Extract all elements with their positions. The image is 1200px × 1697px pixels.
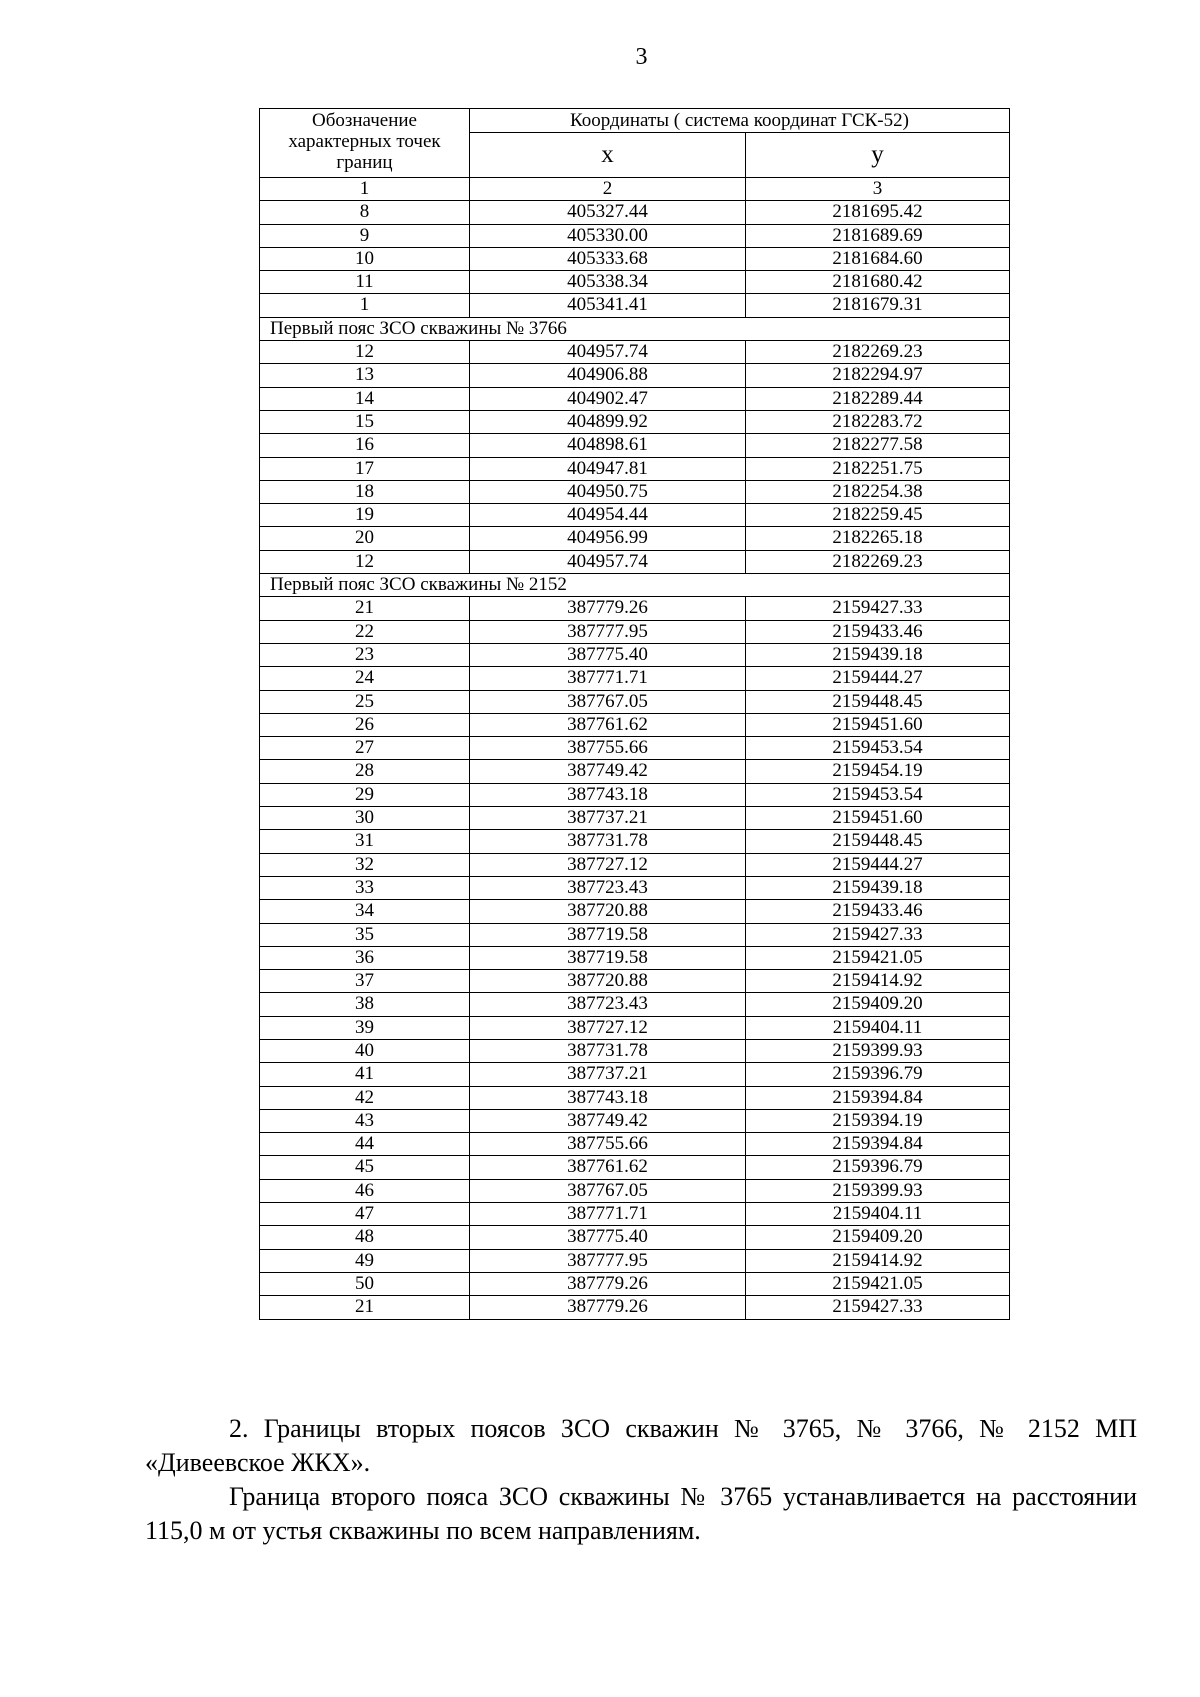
x-coordinate-cell: 404954.44 xyxy=(470,504,746,527)
y-coordinate-cell: 2182269.23 xyxy=(746,341,1010,364)
y-coordinate-cell: 2182269.23 xyxy=(746,550,1010,573)
x-coordinate-cell: 387737.21 xyxy=(470,807,746,830)
point-number-cell: 46 xyxy=(260,1179,470,1202)
x-coordinate-cell: 387779.26 xyxy=(470,1272,746,1295)
x-coordinate-cell: 387755.66 xyxy=(470,737,746,760)
point-number-cell: 33 xyxy=(260,876,470,899)
x-coordinate-cell: 387720.88 xyxy=(470,970,746,993)
x-coordinate-cell: 405327.44 xyxy=(470,201,746,224)
section-row xyxy=(260,574,1010,597)
x-coordinate-cell: 387767.05 xyxy=(470,690,746,713)
point-number-cell: 47 xyxy=(260,1203,470,1226)
coordinates-table xyxy=(259,108,1010,1320)
point-number-cell: 23 xyxy=(260,643,470,666)
x-coordinate-cell: 387737.21 xyxy=(470,1063,746,1086)
table-row xyxy=(260,737,1010,760)
point-number-cell: 41 xyxy=(260,1063,470,1086)
point-number-cell: 27 xyxy=(260,737,470,760)
table-row xyxy=(260,1016,1010,1039)
y-coordinate-cell: 2182294.97 xyxy=(746,364,1010,387)
point-number-cell: 34 xyxy=(260,900,470,923)
table-row xyxy=(260,970,1010,993)
point-number-cell: 29 xyxy=(260,783,470,806)
y-coordinate-cell: 2181695.42 xyxy=(746,201,1010,224)
table-row xyxy=(260,294,1010,317)
point-number-cell: 12 xyxy=(260,550,470,573)
x-coordinate-cell: 387779.26 xyxy=(470,597,746,620)
x-coordinate-cell: 404947.81 xyxy=(470,457,746,480)
table-row xyxy=(260,1226,1010,1249)
point-number-cell: 40 xyxy=(260,1039,470,1062)
x-coordinate-cell: 387775.40 xyxy=(470,1226,746,1249)
table-row xyxy=(260,1156,1010,1179)
x-coordinate-cell: 387749.42 xyxy=(470,760,746,783)
x-coordinate-cell: 387719.58 xyxy=(470,923,746,946)
point-number-cell: 48 xyxy=(260,1226,470,1249)
point-number-cell: 17 xyxy=(260,457,470,480)
x-coordinate-cell: 387775.40 xyxy=(470,643,746,666)
point-number-cell: 8 xyxy=(260,201,470,224)
y-coordinate-cell: 2159394.19 xyxy=(746,1109,1010,1132)
y-coordinate-cell: 2159451.60 xyxy=(746,713,1010,736)
y-coordinate-cell: 2182277.58 xyxy=(746,434,1010,457)
x-coordinate-cell: 404899.92 xyxy=(470,410,746,433)
page-number: 3 xyxy=(635,44,648,70)
point-number-cell: 21 xyxy=(260,1296,470,1319)
y-coordinate-cell: 2159396.79 xyxy=(746,1156,1010,1179)
x-coordinate-cell: 387727.12 xyxy=(470,1016,746,1039)
point-number-cell: 22 xyxy=(260,620,470,643)
table-row xyxy=(260,1133,1010,1156)
y-coordinate-cell: 2159421.05 xyxy=(746,946,1010,969)
point-number-cell: 13 xyxy=(260,364,470,387)
table-row xyxy=(260,1272,1010,1295)
table-row xyxy=(260,946,1010,969)
y-coordinate-cell: 2159427.33 xyxy=(746,597,1010,620)
table-row xyxy=(260,527,1010,550)
y-coordinate-cell: 2182259.45 xyxy=(746,504,1010,527)
x-coordinate-cell: 404898.61 xyxy=(470,434,746,457)
x-coordinate-cell: 387771.71 xyxy=(470,667,746,690)
y-coordinate-cell: 2159399.93 xyxy=(746,1179,1010,1202)
y-coordinate-cell: 2181689.69 xyxy=(746,224,1010,247)
point-number-cell: 25 xyxy=(260,690,470,713)
table-row xyxy=(260,410,1010,433)
table-row xyxy=(260,597,1010,620)
table-row xyxy=(260,760,1010,783)
point-number-cell: 20 xyxy=(260,527,470,550)
x-coordinate-cell: 405338.34 xyxy=(470,271,746,294)
y-coordinate-cell: 2159399.93 xyxy=(746,1039,1010,1062)
point-number-cell: 37 xyxy=(260,970,470,993)
y-coordinate-cell: 2159404.11 xyxy=(746,1016,1010,1039)
table-row xyxy=(260,1203,1010,1226)
table-row xyxy=(260,1249,1010,1272)
y-coordinate-cell: 2159453.54 xyxy=(746,737,1010,760)
point-number-cell: 36 xyxy=(260,946,470,969)
y-coordinate-cell: 2159439.18 xyxy=(746,876,1010,899)
table-row xyxy=(260,1296,1010,1319)
x-coordinate-cell: 387720.88 xyxy=(470,900,746,923)
table-row xyxy=(260,224,1010,247)
x-coordinate-cell: 404957.74 xyxy=(470,550,746,573)
section-title: Первый пояс ЗСО скважины № 2152 xyxy=(260,574,1010,597)
x-coordinate-cell: 404902.47 xyxy=(470,387,746,410)
table-row xyxy=(260,504,1010,527)
y-coordinate-cell: 2182251.75 xyxy=(746,457,1010,480)
x-coordinate-cell: 387723.43 xyxy=(470,993,746,1016)
point-number-cell: 31 xyxy=(260,830,470,853)
y-coordinate-cell: 2159396.79 xyxy=(746,1063,1010,1086)
x-coordinate-cell: 405333.68 xyxy=(470,247,746,270)
table-row xyxy=(260,364,1010,387)
table-row xyxy=(260,457,1010,480)
x-coordinate-cell: 387749.42 xyxy=(470,1109,746,1132)
x-coordinate-cell: 405341.41 xyxy=(470,294,746,317)
y-coordinate-cell: 2182289.44 xyxy=(746,387,1010,410)
x-coordinate-cell: 387767.05 xyxy=(470,1179,746,1202)
designation-header: Обозначение характерных точек границ xyxy=(260,109,470,178)
x-coordinate-cell: 404906.88 xyxy=(470,364,746,387)
table-row xyxy=(260,923,1010,946)
x-coordinate-cell: 387755.66 xyxy=(470,1133,746,1156)
table-header xyxy=(260,109,1010,201)
table-row xyxy=(260,993,1010,1016)
table-row xyxy=(260,830,1010,853)
y-coordinate-cell: 2159444.27 xyxy=(746,853,1010,876)
table-row xyxy=(260,341,1010,364)
table-row xyxy=(260,807,1010,830)
y-coordinate-cell: 2159454.19 xyxy=(746,760,1010,783)
point-number-cell: 11 xyxy=(260,271,470,294)
y-coordinate-cell: 2181684.60 xyxy=(746,247,1010,270)
y-coordinate-cell: 2159414.92 xyxy=(746,970,1010,993)
point-number-cell: 43 xyxy=(260,1109,470,1132)
coordinates-header: Координаты ( система координат ГСК-52) xyxy=(470,109,1010,133)
point-number-cell: 44 xyxy=(260,1133,470,1156)
point-number-cell: 9 xyxy=(260,224,470,247)
table-row xyxy=(260,1109,1010,1132)
y-coordinate-cell: 2159453.54 xyxy=(746,783,1010,806)
y-coordinate-cell: 2159439.18 xyxy=(746,643,1010,666)
y-coordinate-cell: 2181680.42 xyxy=(746,271,1010,294)
point-number-cell: 14 xyxy=(260,387,470,410)
point-number-cell: 50 xyxy=(260,1272,470,1295)
y-coordinate-cell: 2182254.38 xyxy=(746,480,1010,503)
x-coordinate-cell: 404950.75 xyxy=(470,480,746,503)
y-coordinate-cell: 2159409.20 xyxy=(746,1226,1010,1249)
column-number: 2 xyxy=(470,178,746,201)
table-row xyxy=(260,643,1010,666)
point-number-cell: 10 xyxy=(260,247,470,270)
table-row xyxy=(260,387,1010,410)
point-number-cell: 32 xyxy=(260,853,470,876)
point-number-cell: 49 xyxy=(260,1249,470,1272)
table-row xyxy=(260,1086,1010,1109)
x-coordinate-cell: 404956.99 xyxy=(470,527,746,550)
column-number: 1 xyxy=(260,178,470,201)
y-coordinate-cell: 2159427.33 xyxy=(746,923,1010,946)
table-row xyxy=(260,271,1010,294)
table-body xyxy=(260,201,1010,1319)
y-coordinate-cell: 2159409.20 xyxy=(746,993,1010,1016)
y-coordinate-cell: 2159448.45 xyxy=(746,830,1010,853)
point-number-cell: 16 xyxy=(260,434,470,457)
y-coordinate-cell: 2159414.92 xyxy=(746,1249,1010,1272)
table-row xyxy=(260,201,1010,224)
y-coordinate-cell: 2182265.18 xyxy=(746,527,1010,550)
table-row xyxy=(260,480,1010,503)
point-number-cell: 38 xyxy=(260,993,470,1016)
x-coordinate-cell: 387731.78 xyxy=(470,830,746,853)
table-row xyxy=(260,713,1010,736)
y-coordinate-cell: 2159433.46 xyxy=(746,900,1010,923)
table-row xyxy=(260,1039,1010,1062)
table-row xyxy=(260,247,1010,270)
x-coordinate-cell: 387743.18 xyxy=(470,1086,746,1109)
table-row xyxy=(260,620,1010,643)
y-coordinate-cell: 2181679.31 xyxy=(746,294,1010,317)
y-coordinate-cell: 2159394.84 xyxy=(746,1086,1010,1109)
y-coordinate-cell: 2159421.05 xyxy=(746,1272,1010,1295)
y-coordinate-cell: 2159433.46 xyxy=(746,620,1010,643)
point-number-cell: 24 xyxy=(260,667,470,690)
x-coordinate-cell: 387771.71 xyxy=(470,1203,746,1226)
table-row xyxy=(260,667,1010,690)
table-row xyxy=(260,550,1010,573)
table-row xyxy=(260,434,1010,457)
x-coordinate-cell: 387743.18 xyxy=(470,783,746,806)
y-coordinate-cell: 2159444.27 xyxy=(746,667,1010,690)
x-coordinate-cell: 387731.78 xyxy=(470,1039,746,1062)
x-coordinate-cell: 387777.95 xyxy=(470,620,746,643)
table-row xyxy=(260,783,1010,806)
table-row xyxy=(260,1063,1010,1086)
point-number-cell: 45 xyxy=(260,1156,470,1179)
x-coordinate-cell: 405330.00 xyxy=(470,224,746,247)
table-row xyxy=(260,853,1010,876)
column-numbers-row xyxy=(260,178,1010,201)
point-number-cell: 1 xyxy=(260,294,470,317)
x-coordinate-cell: 387727.12 xyxy=(470,853,746,876)
paragraph-second-zone-3765: Граница второго пояса ЗСО скважины № 3765 устанавливается на расстоянии 115,0 м от устья скважины по всем направлениям. xyxy=(145,1482,1137,1545)
y-coordinate-cell: 2159448.45 xyxy=(746,690,1010,713)
y-coordinate-cell: 2159427.33 xyxy=(746,1296,1010,1319)
y-header: y xyxy=(746,133,1010,178)
point-number-cell: 39 xyxy=(260,1016,470,1039)
point-number-cell: 18 xyxy=(260,480,470,503)
point-number-cell: 26 xyxy=(260,713,470,736)
x-coordinate-cell: 387719.58 xyxy=(470,946,746,969)
point-number-cell: 19 xyxy=(260,504,470,527)
section-row xyxy=(260,317,1010,340)
x-coordinate-cell: 387761.62 xyxy=(470,713,746,736)
point-number-cell: 42 xyxy=(260,1086,470,1109)
point-number-cell: 12 xyxy=(260,341,470,364)
point-number-cell: 15 xyxy=(260,410,470,433)
table-row xyxy=(260,1179,1010,1202)
column-number: 3 xyxy=(746,178,1010,201)
point-number-cell: 28 xyxy=(260,760,470,783)
paragraph-second-zones-heading: 2. Границы вторых поясов ЗСО скважин № 3765, № 3766, № 2152 МП «Дивеевское ЖКХ». xyxy=(145,1414,1137,1477)
table-row xyxy=(260,900,1010,923)
x-coordinate-cell: 404957.74 xyxy=(470,341,746,364)
y-coordinate-cell: 2159451.60 xyxy=(746,807,1010,830)
x-coordinate-cell: 387777.95 xyxy=(470,1249,746,1272)
point-number-cell: 35 xyxy=(260,923,470,946)
y-coordinate-cell: 2159404.11 xyxy=(746,1203,1010,1226)
section-title: Первый пояс ЗСО скважины № 3766 xyxy=(260,317,1010,340)
table-row xyxy=(260,876,1010,899)
point-number-cell: 21 xyxy=(260,597,470,620)
x-header: x xyxy=(470,133,746,178)
x-coordinate-cell: 387779.26 xyxy=(470,1296,746,1319)
point-number-cell: 30 xyxy=(260,807,470,830)
x-coordinate-cell: 387761.62 xyxy=(470,1156,746,1179)
y-coordinate-cell: 2182283.72 xyxy=(746,410,1010,433)
x-coordinate-cell: 387723.43 xyxy=(470,876,746,899)
y-coordinate-cell: 2159394.84 xyxy=(746,1133,1010,1156)
table-row xyxy=(260,690,1010,713)
